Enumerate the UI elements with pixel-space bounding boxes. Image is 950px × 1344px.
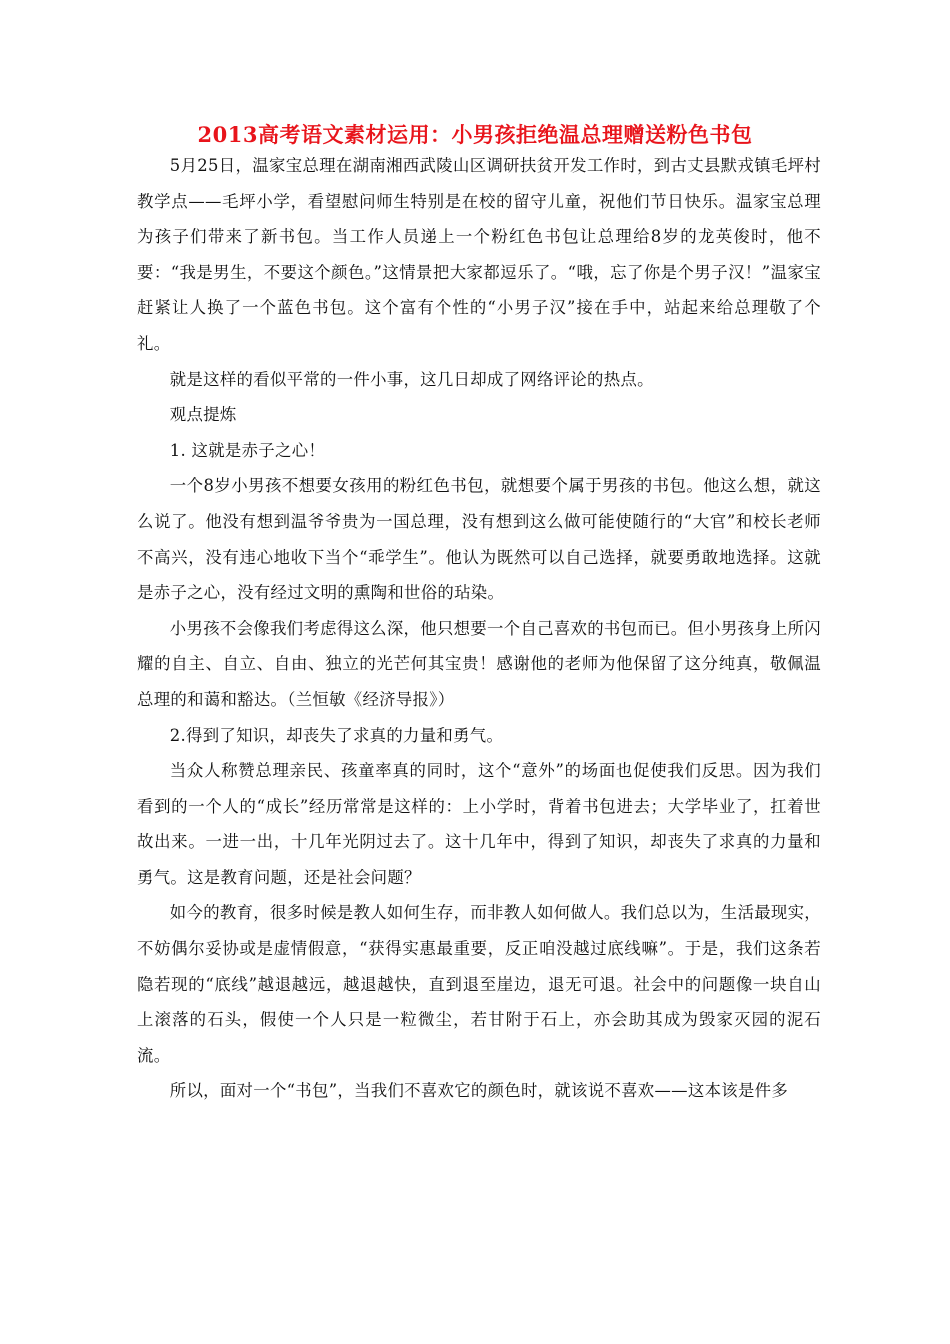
paragraph-hotspot: 就是这样的看似平常的一件小事，这几日却成了网络评论的热点。 <box>169 369 654 389</box>
viewpoint-heading-2: 2.得到了知识，却丧失了求真的力量和勇气。 <box>169 725 504 745</box>
paragraph-viewpoint-1a: 一个8岁小男孩不想要女孩用的粉红色书包，就想要个属于男孩的书包。他这么想，就这么说了。他没有想到温爷爷贵为一国总理，没有想到这么做可能使随行的“大官”和校长老师不高兴，没有违心地收下当个“乖学生”。他认为既然可以自己选择，就要勇敢地选择。这就是赤子之心，没有经过文明的熏陶和世俗的玷染。 <box>137 476 821 603</box>
paragraph-viewpoint-2a: 当众人称赞总理亲民、孩童率真的同时，这个“意外”的场面也促使我们反思。因为我们看到的一个人的“成长”经历常常是这样的：上小学时，背着书包进去；大学毕业了，扛着世故出来。一进一出，十几年光阴过去了。这十几年中，得到了知识，却丧失了求真的力量和勇气。这是教育问题，还是社会问题？ <box>137 761 821 887</box>
document-title: 2013高考语文素材运用：小男孩拒绝温总理赠送粉色书包 <box>197 122 753 147</box>
paragraph-viewpoint-1b: 小男孩不会像我们考虑得这么深，他只想要一个自己喜欢的书包而已。但小男孩身上所闪耀的自主、自立、自由、独立的光芒何其宝贵！感谢他的老师为他保留了这分纯真，敬佩温总理的和蔼和豁达。（兰恒敏《经济导报》） <box>137 618 821 709</box>
paragraph-intro: 5月25日，温家宝总理在湖南湘西武陵山区调研扶贫开发工作时，到古丈县默戎镇毛坪村教学点——毛坪小学，看望慰问师生特别是在校的留守儿童，祝他们节日快乐。温家宝总理为孩子们带来了新书包。当工作人员递上一个粉红色书包让总理给8岁的龙英俊时，他不要：“我是男生，不要这个颜色。”这情景把大家都逗乐了。“哦，忘了你是个男子汉！”温家宝赶紧让人换了一个蓝色书包。这个富有个性的“小男子汉”接在手中，站起来给总理敬了个礼。 <box>137 156 821 353</box>
paragraph-viewpoint-2c: 所以，面对一个“书包”，当我们不喜欢它的颜色时，就该说不喜欢——这本该是件多 <box>169 1081 789 1101</box>
viewpoint-heading-1: 1. 这就是赤子之心！ <box>169 440 326 460</box>
paragraph-viewpoint-2b: 如今的教育，很多时候是教人如何生存，而非教人如何做人。我们总以为，生活最现实，不妨偶尔妥协或是虚情假意，“获得实惠最重要，反正咱没越过底线嘛”。于是，我们这条若隐若现的“底线”越退越远，越退越快，直到退至崖边，退无可退。社会中的问题像一块自山上滚落的石头，假使一个人只是一粒微尘，若甘附于石上，亦会助其成为毁家灭园的泥石流。 <box>137 903 821 1065</box>
document-body <box>137 148 821 1109</box>
section-heading-viewpoints: 观点提炼 <box>169 405 237 425</box>
